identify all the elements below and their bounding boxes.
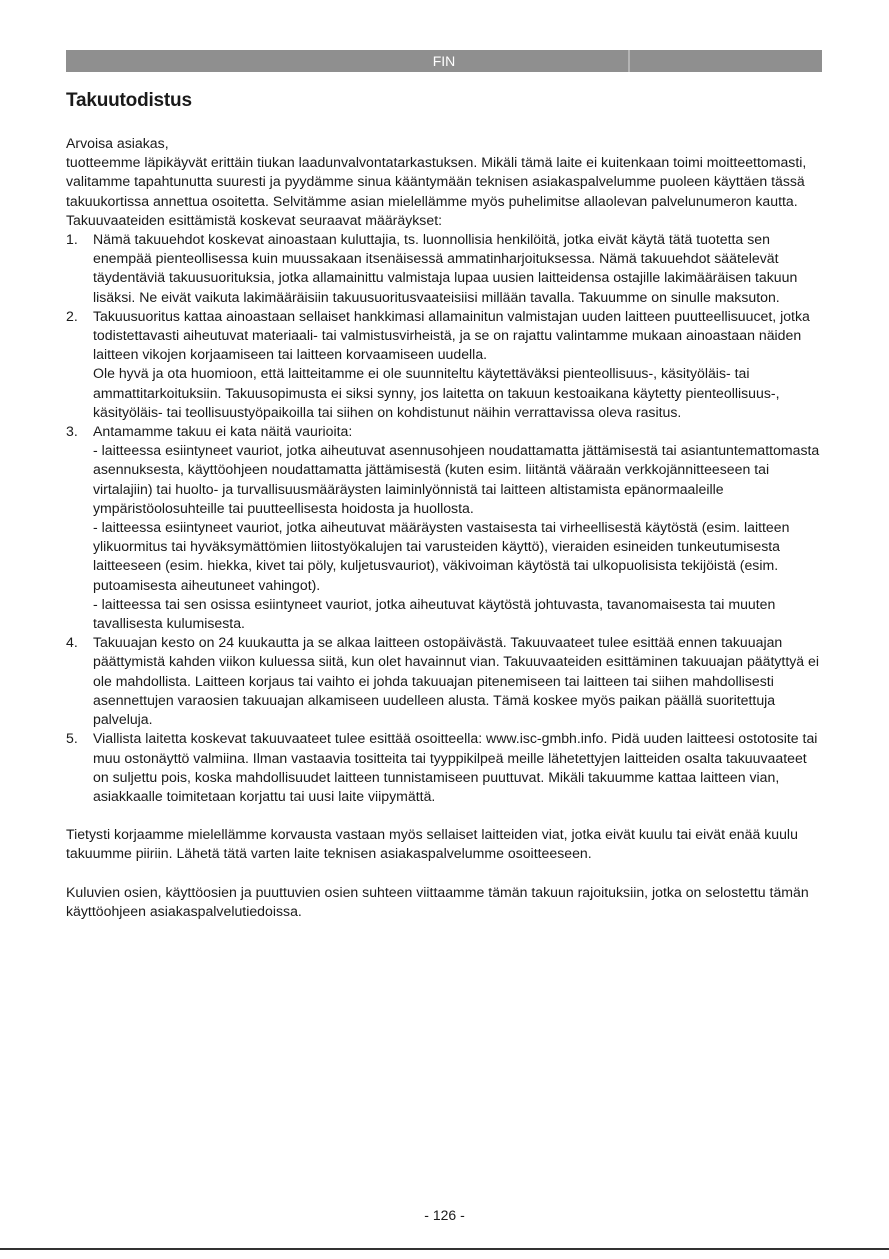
item-number: 4. — [66, 634, 78, 651]
item-text: Takuuajan kesto on 24 kuukautta ja se alkaa laitteen ostopäivästä. Takuuvaateet tulee esittää ennen takuuajan päättymistä kahden viikon kuluessa siitä, kun olet havainnut vian. Takuuvaateiden esittäminen takuuajan päätyttyä ei ole mahdollista. Laitteen korjaus tai vaihto ei johda takuuajan pitenemiseen tai laitteen tai siihen mahdollisesti asennettujen varaosien takuuajan alkamiseen uudelleen alusta. Tämä koskee myös paikan päällä suoritettuja palveluja. — [93, 634, 820, 728]
paragraph-gap — [66, 864, 826, 883]
item-text: - laitteessa tai sen osissa esiintyneet vauriot, jotka aiheutuvat käytöstä johtuvasta, tavanomaisesta tai muuten tavallisesta kulumisesta. — [93, 595, 776, 632]
closing-paragraph: Kuluvien osien, käyttöosien ja puuttuvien osien suhteen viittaamme tämän takuun rajoituksiin, jotka on selostettu tämän käyttöohjeen asiakaspalvelutiedoissa. — [66, 883, 809, 919]
item-number: 3. — [66, 423, 78, 440]
item-number: 2. — [66, 307, 78, 324]
item-text: Takuusuoritus kattaa ainoastaan sellaiset hankkimasi allamainitun valmistajan uuden laitteen puutteellisuucet, jotka todistettavasti aiheutuvat materiaali- tai valmistusvirheistä, ja se on rajattu valintamme mukaan ainoastaan näiden laitteen vikojen korjaamiseen tai laitteen korvaamiseen uudella. — [93, 307, 810, 363]
greeting: Arvoisa asiakas, — [66, 135, 169, 151]
list-item — [66, 633, 826, 729]
item-number: 5. — [66, 730, 78, 747]
page-number: - 126 - — [424, 1207, 465, 1223]
item-text: Viallista laitetta koskevat takuuvaateet tulee esittää osoitteella: www.isc-gmbh.info. Pidä uuden laitteesi ostotosite tai muu ostonäyttö valmiina. Ilman vastaavia tositteita tai tyyppikilpeä meille lähetettyjen laitteiden osalta takuuvaateet on suljettu pois, koska mahdollisuudet laitteen tunnistamiseen puuttuvat. Mikäli takuumme kattaa laitteen vian, asiakkaalle toimitetaan korjattu tai uusi laite viipymättä. — [93, 730, 818, 804]
warranty-text — [66, 134, 826, 921]
list-item — [66, 422, 826, 633]
language-label: FIN — [432, 53, 456, 69]
closing-paragraph: Tietysti korjaamme mielellämme korvausta vastaan myös sellaiset laitteiden viat, jotka eivät kuulu tai eivät enää kuulu takuumme piiriin. Lähetä tätä varten laite teknisen asiakaspalvelumme osoitteeseen. — [66, 826, 798, 862]
item-text: - laitteessa esiintyneet vauriot, jotka aiheutuvat asennusohjeen noudattamatta jättämisestä tai asiantuntemattomasta asennuksesta, käyttöohjeen noudattamatta jättämisestä (kuten esim. liitäntä vääraän verkkojännitteeseen tai virtalajiin) tai huolto- ja turvallisuusmääräysten laiminlyönnistä tai laitteen altistamista epänormaaleille ympäristöolosuhteille tai puutteellisesta hoidosta ja huollosta. — [93, 442, 820, 516]
item-text: Ole hyvä ja ota huomioon, että laitteitamme ei ole suunniteltu käytettäväksi pienteollisuus-, käsityöläis- tai ammattitarkoituksiin. Takuusopimusta ei siksi synny, jos laitetta on takuun kestoaikana käytetty pienteollisuus-, käsityöläis- tai teollisuustyöpaikoilla tai siihen on kohdistunut näihin verrattavissa oleva rasitus. — [93, 365, 780, 420]
page-title: Takuutodistus — [66, 90, 192, 111]
item-text: Nämä takuuehdot koskevat ainoastaan kuluttajia, ts. luonnollisia henkilöitä, jotka eivät käytä tätä tuotetta sen enempää pienteollisessa kuin muussakaan itsenäisessä ammatinharjoituksessa. Nämä takuuehdot säätelevät täydentäviä takuusuorituksia, jotka allamainittu valmistaja lupaa uusien laitteidensa ostajille lakimääräisen takuun lisäksi. Ne eivät vaikuta lakimääräisiin takuusuoritusvaateisiisi millään tavalla. Takuumme on sinulle maksuton. — [93, 231, 798, 305]
item-number: 1. — [66, 231, 78, 248]
item-text: - laitteessa esiintyneet vauriot, jotka aiheutuvat määräysten vastaisesta tai virheellisestä käytöstä (esim. laitteen ylikuormitus tai hyväksymättömien liitostyökalujen tai varusteiden käyttö), vieraiden esineiden tunkeutumisesta laitteeseen (esim. hiekka, kivet tai pöly, kuljetusvauriot), väkivoiman käytöstä tai ulkopuolisista tekijöistä (esim. putoamisesta aiheutuneet vahingot). — [93, 519, 790, 593]
list-item — [66, 230, 826, 307]
item-text: Antamamme takuu ei kata näitä vaurioita: — [93, 423, 353, 440]
list-item — [66, 729, 826, 806]
warranty-terms-list — [66, 230, 826, 806]
paragraph-gap — [66, 806, 826, 825]
bottom-rule — [0, 1248, 889, 1250]
list-item — [66, 307, 826, 422]
intro-paragraph: tuotteemme läpikäyvät erittäin tiukan laadunvalvontatarkastuksen. Mikäli tämä laite ei kuitenkaan toimi moitteettomasti, valitamme tapahtunutta suuresti ja pyydämme sinua kääntymään teknisen asiakaspalvelumme puoleen käyttäen tässä takuukortissa annettua osoitetta. Selvitämme asian mielellämme myös puhelimitse allaolevan palvelunumeron kautta. Takuuvaateiden esittämistä koskevat seuraavat määräykset: — [66, 154, 807, 228]
